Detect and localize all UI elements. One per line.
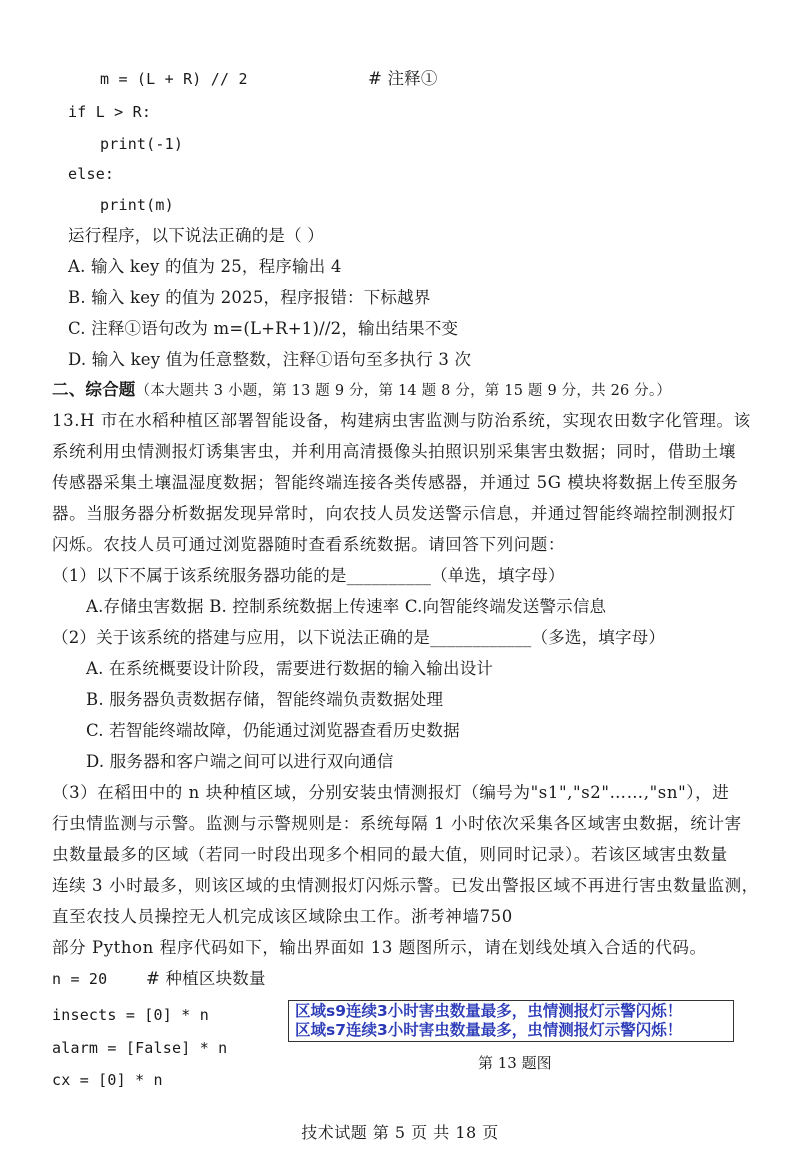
subquestion-2-stem: （2）关于该系统的搭建与应用，以下说法正确的是____________（多选，填字母） [52, 628, 666, 647]
code-line: print(-1) [100, 135, 184, 153]
option-d: D. 服务器和客户端之间可以进行双向通信 [86, 752, 394, 771]
code-line: n = 20 [52, 970, 108, 988]
code-line: cx = [0] * n [52, 1071, 163, 1089]
option-b: B. 服务器负责数据存储，智能终端负责数据处理 [86, 690, 444, 709]
code-text: m = (L + R) // 2 [100, 70, 248, 88]
option-a: A. 输入 key 的值为 25，程序输出 4 [68, 257, 342, 276]
output-console-box [288, 1000, 734, 1042]
section-note: （本大题共 3 小题，第 13 题 9 分，第 14 题 8 分，第 15 题 9 分，共 26 分。） [135, 383, 672, 399]
subquestion-1-options: A.存储虫害数据 B. 控制系统数据上传速率 C.向智能终端发送警示信息 [86, 597, 607, 616]
paragraph-line: 13.H 市在水稻种植区部署智能设备，构建病虫害监测与防治系统，实现农田数字化管理。该 [52, 411, 751, 430]
paragraph-line: 器。当服务器分析数据发现异常时，向农技人员发送警示信息，并通过智能终端控制测报灯 [52, 504, 736, 523]
paragraph-line: 系统利用虫情测报灯诱集害虫，并利用高清摄像头拍照识别采集害虫数据；同时，借助土壤 [52, 442, 736, 461]
section-heading: 二、综合题 [52, 380, 136, 399]
option-b: B. 输入 key 的值为 2025，程序报错：下标越界 [68, 288, 431, 307]
paragraph-line: 行虫情监测与示警。监测与示警规则是：系统每隔 1 小时依次采集各区域害虫数据，统计害 [52, 814, 742, 833]
code-comment: # 种植区块数量 [146, 969, 266, 988]
code-line [100, 68, 248, 90]
paragraph-line: （3）在稻田中的 n 块种植区域，分别安装虫情测报灯（编号为"s1","s2"……,"sn"），进 [52, 783, 730, 802]
paragraph-line: 连续 3 小时最多，则该区域的虫情测报灯闪烁示警。已发出警报区域不再进行害虫数量监测， [52, 876, 759, 895]
code-line: insects = [0] * n [52, 1006, 209, 1024]
option-c: C. 注释①语句改为 m=(L+R+1)//2，输出结果不变 [68, 319, 459, 338]
subquestion-1-stem: （1）以下不属于该系统服务器功能的是__________（单选，填字母） [52, 566, 565, 585]
question-stem: 运行程序，以下说法正确的是（ ） [68, 226, 324, 245]
paragraph-line: 直至农技人员操控无人机完成该区域除虫工作。浙考神墙750 [52, 907, 513, 926]
code-line: alarm = [False] * n [52, 1039, 228, 1057]
output-line: 区域s9连续3小时害虫数量最多，虫情测报灯示警闪烁！ [295, 1002, 683, 1020]
page-footer: 技术试题 第 5 页 共 18 页 [301, 1123, 499, 1142]
output-line: 区域s7连续3小时害虫数量最多，虫情测报灯示警闪烁！ [295, 1021, 683, 1039]
code-line: print(m) [100, 196, 174, 214]
section-heading-line [52, 379, 671, 402]
option-c: C. 若智能终端故障，仍能通过浏览器查看历史数据 [86, 721, 460, 740]
code-comment: # 注释① [368, 69, 438, 88]
option-a: A. 在系统概要设计阶段，需要进行数据的输入输出设计 [86, 659, 494, 678]
paragraph-line: 闪烁。农技人员可通过浏览器随时查看系统数据。请回答下列问题： [52, 535, 565, 554]
code-line: if L > R: [68, 103, 152, 121]
paragraph-line: 虫数量最多的区域（若同一时段出现多个相同的最大值，则同时记录）。若该区域害虫数量 [52, 845, 728, 864]
code-line: else: [68, 165, 115, 183]
paragraph-line: 传感器采集土壤温湿度数据；智能终端连接各类传感器，并通过 5G 模块将数据上传至服务 [52, 473, 739, 492]
figure-caption: 第 13 题图 [478, 1054, 552, 1072]
option-d: D. 输入 key 值为任意整数，注释①语句至多执行 3 次 [68, 350, 472, 369]
paragraph-line: 部分 Python 程序代码如下，输出界面如 13 题图所示，请在划线处填入合适的代码。 [52, 938, 707, 957]
